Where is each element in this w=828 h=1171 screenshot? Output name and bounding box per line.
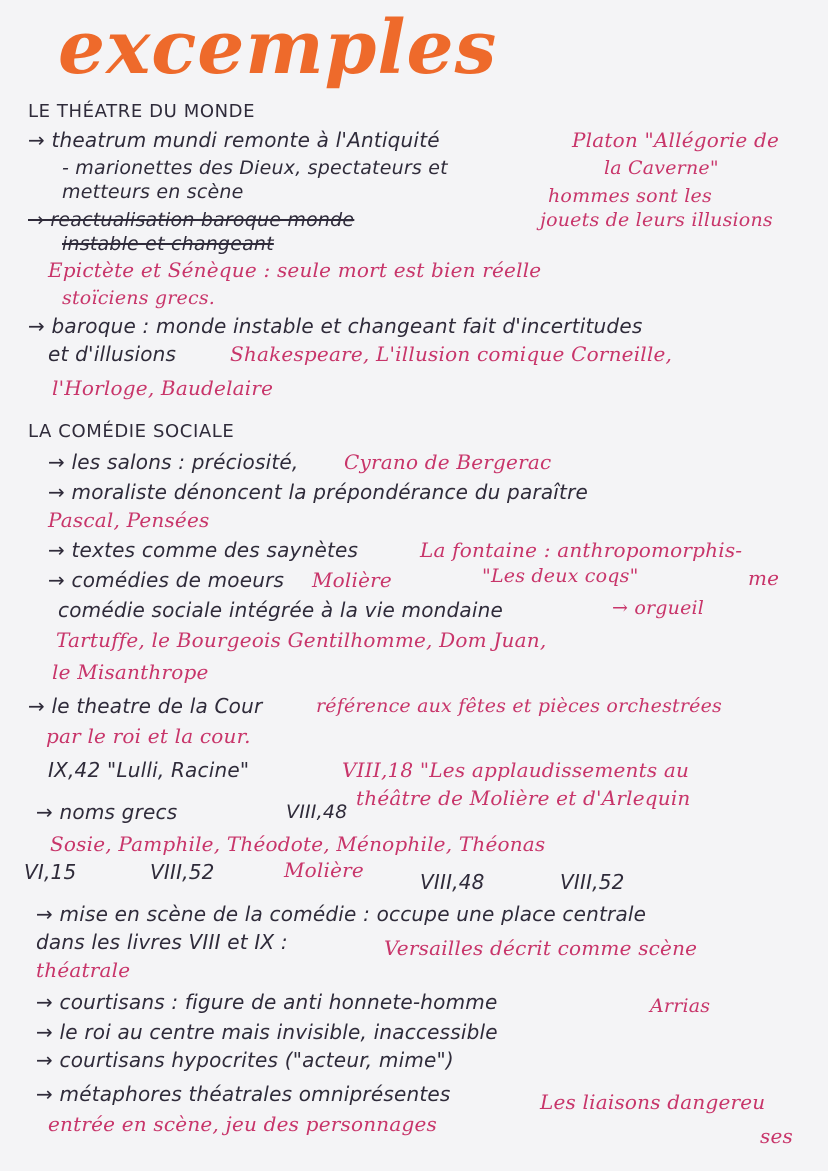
note-reference: Versailles décrit comme scène (384, 936, 698, 960)
note-reference: par le roi et la cour. (46, 724, 251, 748)
note-reference: théâtre de Molière et d'Arlequin (356, 786, 691, 810)
note-line: → mise en scène de la comédie : occupe une place centrale (36, 902, 647, 926)
note-reference: "Les deux coqs" (482, 565, 639, 587)
note-line: → courtisans : figure de anti honnete-homme (36, 990, 498, 1014)
note-reference: entrée en scène, jeu des personnages (48, 1112, 437, 1136)
note-reference: hommes sont les (548, 185, 712, 207)
note-line: → baroque : monde instable et changeant fait d'incertitudes (28, 314, 643, 338)
note-reference: Platon "Allégorie de (572, 128, 779, 152)
note-line: et d'illusions (48, 342, 177, 366)
note-reference: Arrias (650, 995, 711, 1017)
note-reference: la Caverne" (604, 157, 719, 179)
note-line: - marionettes des Dieux, spectateurs et (62, 157, 448, 179)
note-reference: me (748, 566, 780, 590)
note-line: → courtisans hypocrites ("acteur, mime") (36, 1048, 454, 1072)
note-line: metteurs en scène (62, 181, 244, 203)
note-reference: jouets de leurs illusions (540, 209, 773, 231)
note-line: → comédies de moeurs (48, 568, 285, 592)
note-reference: Sosie, Pamphile, Théodote, Ménophile, Théonas (50, 832, 546, 856)
note-reference: → orgueil (612, 597, 705, 619)
page-title: excemples (58, 5, 498, 91)
note-reference: Molière (284, 858, 364, 882)
section-heading-comedie-sociale: LA COMÉDIE SOCIALE (28, 421, 235, 442)
note-reference: Cyrano de Bergerac (344, 450, 552, 474)
note-reference: référence aux fêtes et pièces orchestrées (316, 695, 722, 717)
note-line: dans les livres VIII et IX : (36, 930, 288, 954)
note-line: → le theatre de la Cour (28, 694, 263, 718)
note-reference: le Misanthrope (52, 660, 209, 684)
note-line: VIII,48 (286, 801, 348, 823)
note-line: Epictète et Sénèque : seule mort est bien réelle (48, 258, 542, 282)
note-line-struck: → reactualisation baroque monde (28, 209, 355, 231)
note-line: → theatrum mundi remonte à l'Antiquité (28, 128, 440, 152)
note-line: VIII,52 (560, 870, 625, 894)
note-line: → moraliste dénoncent la prépondérance du paraître (48, 480, 589, 504)
note-reference: théatrale (36, 958, 131, 982)
note-line: VIII,48 (420, 870, 485, 894)
note-line: IX,42 "Lulli, Racine" (48, 758, 250, 782)
note-reference: Molière (312, 568, 392, 592)
note-line: → le roi au centre mais invisible, inaccessible (36, 1020, 498, 1044)
note-line: → textes comme des saynètes (48, 538, 359, 562)
note-reference: La fontaine : anthropomorphis- (420, 538, 743, 562)
note-line: VIII,52 (150, 860, 215, 884)
section-heading-theatre-du-monde: LE THÉATRE DU MONDE (28, 101, 256, 122)
note-reference: Les liaisons dangereu (540, 1090, 766, 1114)
note-reference: Shakespeare, L'illusion comique Corneille, (230, 342, 673, 366)
note-line: → les salons : préciosité, (48, 450, 299, 474)
note-reference: Pascal, Pensées (48, 508, 210, 532)
note-reference: VIII,18 "Les applaudissements au (342, 758, 690, 782)
note-line: comédie sociale intégrée à la vie mondaine (58, 598, 504, 622)
note-line-struck: instable et changeant (62, 233, 274, 255)
note-line: → noms grecs (36, 800, 178, 824)
note-reference: ses (760, 1124, 793, 1148)
note-reference: Tartuffe, le Bourgeois Gentilhomme, Dom Juan, (56, 628, 547, 652)
note-reference: l'Horloge, Baudelaire (52, 376, 274, 400)
note-line: stoïciens grecs. (62, 287, 216, 309)
note-line: VI,15 (24, 860, 77, 884)
note-line: → métaphores théatrales omniprésentes (36, 1082, 451, 1106)
